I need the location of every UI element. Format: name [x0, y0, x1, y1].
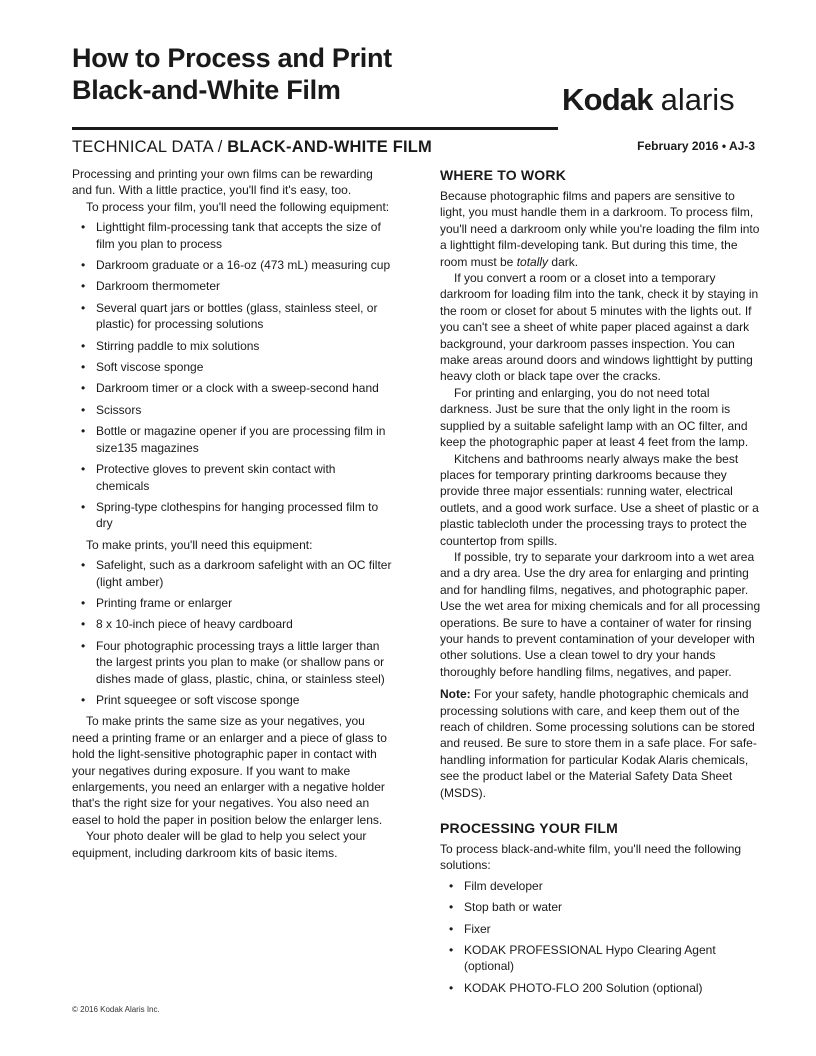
list-item: • Darkroom thermometer: [81, 279, 221, 294]
print-equipment-list: [72, 557, 392, 708]
list-item: • Bottle or magazine opener if you are processing film in size135 magazines: [81, 424, 386, 455]
category-label: [72, 136, 432, 158]
list-item: • Spring-type clothespins for hanging processed film to dry: [81, 499, 379, 531]
category-prefix: TECHNICAL DATA /: [72, 138, 228, 156]
intro-paragraph: Processing and printing your own films can be rewarding and fun. With a little practice, you'll find it's easy, too.: [72, 167, 373, 198]
list-item: • Four photographic processing trays a little larger than the largest prints you plan to make (or shallow pans or dishes made of glass, plastic, china, or stainless steel): [81, 638, 385, 686]
list-item: • Stirring paddle to mix solutions: [81, 338, 260, 353]
where-paragraph-2: If you convert a room or a closet into a temporary darkroom for loading film into the tank, check it by staying in the room or closet for about 5 minutes with the lights out. If you can't see a sheet of white paper placed against a dark background, your darkroom passes inspection. You can make areas around doors and windows lighttight by putting heavy cloth or black tape over the cracks.: [440, 271, 759, 384]
solutions-list: [440, 878, 762, 996]
list-item: • Film developer: [449, 878, 543, 893]
prints-intro: To make prints, you'll need this equipment:: [86, 537, 313, 552]
title-line-2: Black-and-White Film: [72, 75, 341, 105]
logo-alaris: alaris: [660, 82, 735, 117]
list-item: • Soft viscose sponge: [81, 360, 204, 375]
heading-processing: PROCESSING YOUR FILM: [440, 820, 618, 837]
where-paragraph-1: Because photographic films and papers are sensitive to light, you must handle them in a darkroom. To process film, you'll need a darkroom only while you're loading the film into a lighttight film-developing tank. But during this time, the room must be totally dark.: [440, 189, 760, 269]
list-item: • KODAK PROFESSIONAL Hypo Clearing Agent (optional): [449, 943, 716, 974]
list-item: • Darkroom graduate or a 16-oz (473 mL) measuring cup: [81, 258, 391, 273]
list-item: • Scissors: [81, 402, 142, 417]
list-item: • Darkroom timer or a clock with a sweep-second hand: [81, 381, 379, 396]
header-rule: [72, 127, 558, 130]
processing-intro: To process black-and-white film, you'll need the following solutions:: [440, 842, 742, 873]
equipment-intro: To process your film, you'll need the following equipment:: [86, 199, 390, 214]
list-item: • Lighttight film-processing tank that accepts the size of film you plan to process: [81, 220, 381, 251]
list-item: • Stop bath or water: [449, 900, 563, 915]
document-title: [72, 42, 532, 106]
where-paragraph-4: Kitchens and bathrooms nearly always make the best places for temporary printing darkrooms because they provide three major essentials: running water, electrical outlets, and a good work surface. Use a sheet of plastic or a plastic tablecloth under the processing trays to protect the countertop from spills.: [440, 451, 759, 548]
list-item: • Printing frame or enlarger: [81, 595, 233, 610]
list-item: • 8 x 10-inch piece of heavy cardboard: [81, 617, 293, 632]
title-line-1: How to Process and Print: [72, 43, 392, 73]
where-paragraph-3: For printing and enlarging, you do not need total darkness. Just be sure that the only light in the room is supplied by a suitable safelight lamp with an OC filter, and keep the photographic paper at least 4 feet from the lamp.: [440, 385, 749, 450]
logo-kodak: Kodak: [562, 82, 653, 117]
where-paragraph-5: If possible, try to separate your darkroom into a wet area and a dry area. Use the dry area for enlarging and printing and for handling films, negatives, and photographic paper. Use the wet area for mixing chemicals and for all processing operations. Be sure to have a container of water for rinsing your hands to prevent contamination of your developer with other solutions. Use a clean towel to dry your hands thoroughly before handling films, negatives, and paper.: [440, 549, 761, 679]
list-item: • KODAK PHOTO-FLO 200 Solution (optional): [449, 980, 703, 995]
list-item: • Safelight, such as a darkroom safelight with an OC filter (light amber): [81, 558, 392, 589]
list-item: • Print squeegee or soft viscose sponge: [81, 692, 300, 707]
heading-where-to-work: WHERE TO WORK: [440, 167, 567, 183]
prints-paragraph: To make prints the same size as your negatives, you need a printing frame or an enlarger and a piece of glass to hold the light-sensitive photographic paper in contact with your negatives during exposure. If you want to make enlargements, you need an enlarger with a negative holder that's the right size for your negatives. You also need an easel to hold the paper in position below the enlarger lens.: [72, 714, 387, 827]
note-label: Note:: [440, 687, 471, 702]
list-item: • Fixer: [449, 921, 491, 936]
right-column: [440, 166, 762, 1001]
list-item: • Protective gloves to prevent skin contact with chemicals: [81, 462, 336, 493]
safety-note: Note: For your safety, handle photographic chemicals and processing solutions with care, and keep them out of the reach of children. Some processing solutions can be stored and reused. Be sure to store them in a safe place. For safe-handling information for particular Kodak Alaris chemicals, see the product label or the Material Safety Data Sheet (MSDS).: [440, 687, 757, 800]
date-code: February 2016 • AJ-3: [637, 139, 755, 153]
dealer-paragraph: Your photo dealer will be glad to help you select your equipment, including darkroom kits of basic items.: [72, 829, 367, 860]
category-bold: BLACK-AND-WHITE FILM: [227, 138, 433, 156]
list-item: • Several quart jars or bottles (glass, stainless steel, or plastic) for processing solutions: [81, 300, 378, 332]
copyright: © 2016 Kodak Alaris Inc.: [72, 1005, 160, 1014]
equipment-list: [72, 219, 392, 532]
kodak-alaris-logo: [562, 83, 735, 117]
left-column: [72, 166, 392, 861]
